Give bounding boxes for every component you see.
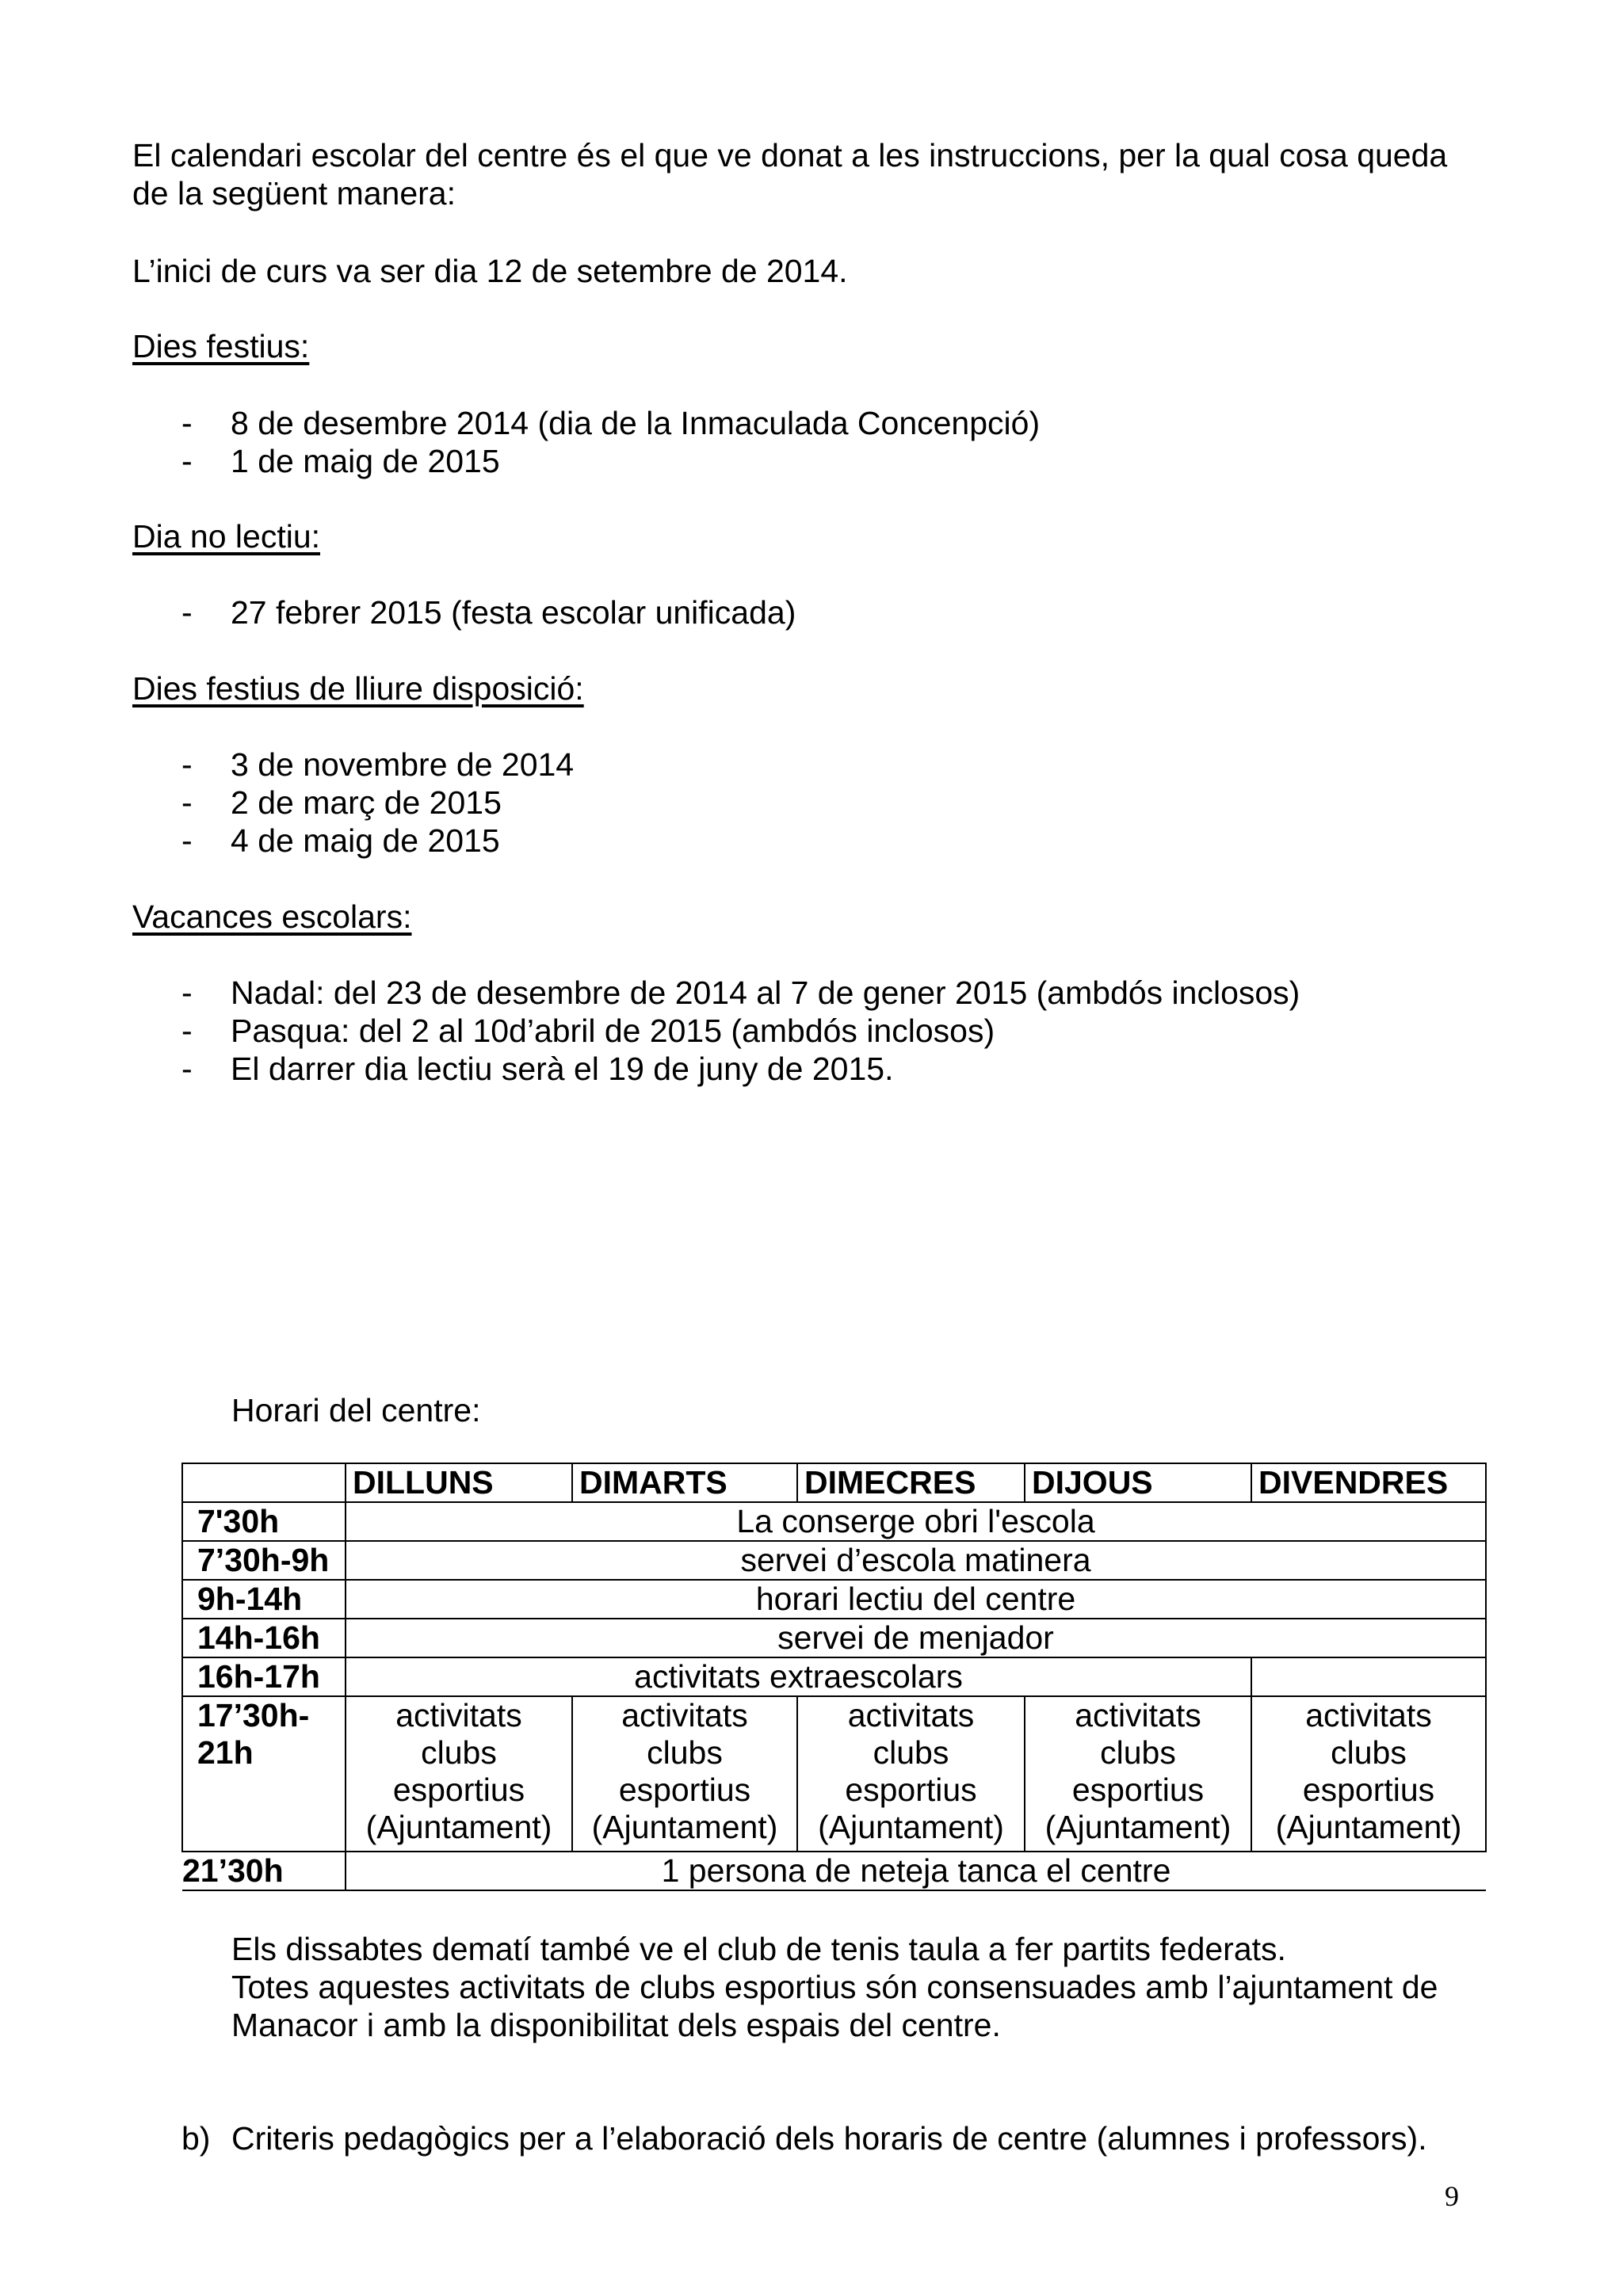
table-header-row	[182, 1463, 1486, 1502]
table-row	[182, 1580, 1486, 1619]
section-b-text: Criteris pedagògics per a l’elaboració dels horaris de centre (alumnes i professors).	[231, 2120, 1427, 2157]
activity-cell: 1 persona de neteja tanca el centre	[346, 1852, 1486, 1890]
table-row	[182, 1541, 1486, 1580]
no-lectiu-heading: Dia no lectiu:	[132, 518, 321, 555]
section-b-label: b)	[181, 2120, 211, 2157]
note-saturday: Els dissabtes dematí també ve el club de tenis taula a fer partits federats.	[231, 1931, 1286, 1967]
page-number: 9	[1445, 2180, 1459, 2212]
lliure-heading: Dies festius de lliure disposició:	[132, 670, 584, 707]
festius-heading: Dies festius:	[132, 328, 310, 364]
day-header: DIMARTS	[572, 1463, 797, 1502]
activity-cell: horari lectiu del centre	[346, 1580, 1486, 1619]
activity-cell: servei d’escola matinera	[346, 1541, 1486, 1580]
schedule-caption: Horari del centre:	[231, 1392, 481, 1428]
empty-cell	[1251, 1657, 1486, 1696]
table-row	[182, 1852, 1486, 1890]
list-item: - 4 de maig de 2015	[181, 822, 500, 859]
table-row	[182, 1619, 1486, 1657]
time-cell: 9h-14h	[182, 1580, 346, 1619]
list-item: - Pasqua: del 2 al 10d’abril de 2015 (ambdós inclosos)	[181, 1013, 995, 1049]
activity-cell: activitats extraescolars	[346, 1657, 1251, 1696]
clubs-cell: activitats clubs esportius (Ajuntament)	[1025, 1696, 1251, 1852]
day-header: DIJOUS	[1025, 1463, 1251, 1502]
table-row	[182, 1502, 1486, 1541]
day-header: DILLUNS	[346, 1463, 572, 1502]
time-cell: 17’30h-21h	[182, 1696, 346, 1852]
time-cell: 14h-16h	[182, 1619, 346, 1657]
day-header: DIMECRES	[797, 1463, 1025, 1502]
activity-cell: La conserge obri l'escola	[346, 1502, 1486, 1541]
list-item: - 1 de maig de 2015	[181, 443, 500, 479]
list-item: - 2 de març de 2015	[181, 784, 502, 821]
clubs-cell: activitats clubs esportius (Ajuntament)	[797, 1696, 1025, 1852]
corner-cell	[182, 1463, 346, 1502]
vacances-list	[132, 974, 1300, 1088]
table-row	[182, 1657, 1486, 1696]
time-cell: 21’30h	[182, 1852, 346, 1890]
clubs-cell: activitats clubs esportius (Ajuntament)	[1251, 1696, 1486, 1852]
course-start: L’inici de curs va ser dia 12 de setembre de 2014.	[132, 253, 848, 289]
list-item: - 8 de desembre 2014 (dia de la Inmaculada Concenpció)	[181, 405, 1041, 441]
list-item: - Nadal: del 23 de desembre de 2014 al 7 de gener 2015 (ambdós inclosos)	[181, 974, 1300, 1011]
list-item: - 27 febrer 2015 (festa escolar unificada)	[181, 594, 796, 631]
time-cell: 7’30h-9h	[182, 1541, 346, 1580]
lliure-list	[132, 746, 574, 860]
note-clubs: Totes aquestes activitats de clubs esportius són consensuades amb l’ajuntament de Manacor i amb la disponibilitat dels espais del centre.	[231, 1969, 1438, 2043]
clubs-cell: activitats clubs esportius (Ajuntament)	[346, 1696, 572, 1852]
no-lectiu-list	[132, 593, 796, 631]
day-header: DIVENDRES	[1251, 1463, 1486, 1502]
table-row-clubs	[182, 1696, 1486, 1852]
schedule-table	[181, 1463, 1487, 1891]
festius-list	[132, 404, 1040, 480]
clubs-cell: activitats clubs esportius (Ajuntament)	[572, 1696, 797, 1852]
intro-paragraph: El calendari escolar del centre és el que ve donat a les instruccions, per la qual cosa queda de la següent manera:	[132, 137, 1448, 212]
time-cell: 16h-17h	[182, 1657, 346, 1696]
activity-cell: servei de menjador	[346, 1619, 1486, 1657]
section-b	[181, 2119, 1427, 2157]
time-cell: 7'30h	[182, 1502, 346, 1541]
vacances-heading: Vacances escolars:	[132, 898, 412, 935]
list-item: - 3 de novembre de 2014	[181, 746, 575, 783]
list-item: - El darrer dia lectiu serà el 19 de juny de 2015.	[181, 1051, 894, 1087]
